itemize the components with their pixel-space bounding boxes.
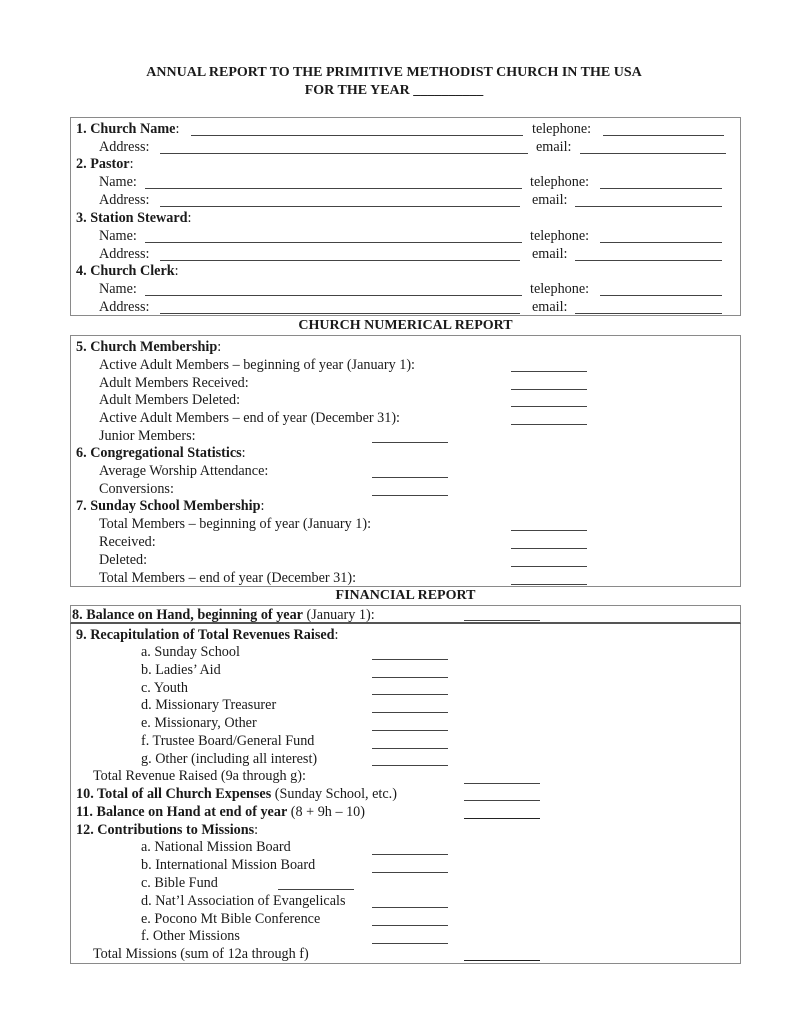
junior-members-field[interactable]: [372, 442, 448, 443]
numerical-report-heading: CHURCH NUMERICAL REPORT: [298, 318, 513, 333]
missions-other-field[interactable]: [372, 943, 448, 944]
membership-end-field[interactable]: [511, 424, 587, 425]
membership-heading: 5. Church Membership:: [76, 339, 222, 355]
steward-name-field[interactable]: [145, 242, 522, 243]
ss-received-field[interactable]: [511, 548, 587, 549]
sunday-school-item: Total Members – end of year (December 31):: [99, 570, 357, 586]
steward-name-label: Name:: [99, 228, 137, 244]
membership-item: Adult Members Received:: [99, 375, 249, 391]
church-name-field[interactable]: [191, 135, 523, 136]
church-name-label: 1. Church Name: [76, 121, 176, 137]
revenue-item: f. Trustee Board/General Fund: [141, 733, 315, 749]
clerk-telephone-field[interactable]: [600, 295, 722, 296]
missions-total-field[interactable]: [464, 960, 540, 961]
revenue-item: b. Ladies’ Aid: [141, 662, 221, 678]
balance-begin-row: 8. Balance on Hand, beginning of year (January 1):: [72, 607, 375, 623]
financial-report-heading: FINANCIAL REPORT: [335, 588, 476, 603]
missions-item: f. Other Missions: [141, 928, 240, 944]
missions-item: c. Bible Fund: [141, 875, 218, 891]
steward-telephone-label: telephone:: [530, 228, 590, 244]
congregational-item: Conversions:: [99, 481, 174, 497]
pastor-telephone-label: telephone:: [530, 174, 590, 190]
pastor-name-field[interactable]: [145, 188, 522, 189]
revenue-other-field[interactable]: [372, 765, 448, 766]
balance-end-field[interactable]: [464, 818, 540, 819]
revenue-youth-field[interactable]: [372, 694, 448, 695]
clerk-telephone-label: telephone:: [530, 281, 590, 297]
revenue-item: a. Sunday School: [141, 644, 240, 660]
church-telephone-field[interactable]: [603, 135, 724, 136]
revenue-total-label: Total Revenue Raised (9a through g):: [93, 768, 306, 784]
revenue-item: g. Other (including all interest): [141, 751, 318, 767]
clerk-email-field[interactable]: [575, 313, 722, 314]
balance-begin-field[interactable]: [464, 620, 540, 621]
membership-received-field[interactable]: [511, 389, 587, 390]
revenues-heading: 9. Recapitulation of Total Revenues Raised:: [76, 627, 339, 643]
sunday-school-item: Received:: [99, 534, 156, 550]
missions-bible-fund-field[interactable]: [278, 889, 354, 890]
revenue-missionary-treasurer-field[interactable]: [372, 712, 448, 713]
revenue-total-field[interactable]: [464, 783, 540, 784]
pastor-name-label: Name:: [99, 174, 137, 190]
pastor-address-label: Address:: [99, 192, 150, 208]
steward-address-label: Address:: [99, 246, 150, 262]
expenses-field[interactable]: [464, 800, 540, 801]
church-telephone-label: telephone:: [532, 121, 592, 137]
revenue-item: d. Missionary Treasurer: [141, 697, 277, 713]
missions-item: b. International Mission Board: [141, 857, 316, 873]
pastor-address-field[interactable]: [160, 206, 520, 207]
congregational-heading: 6. Congregational Statistics:: [76, 445, 246, 461]
sunday-school-item: Total Members – beginning of year (January 1):: [99, 516, 372, 532]
missions-total-label: Total Missions (sum of 12a through f): [93, 946, 309, 962]
missions-item: d. Nat’l Association of Evangelicals: [141, 893, 346, 909]
revenue-item: c. Youth: [141, 680, 188, 696]
membership-item: Active Adult Members – end of year (December 31):: [99, 410, 400, 426]
pastor-email-field[interactable]: [575, 206, 722, 207]
pastor-telephone-field[interactable]: [600, 188, 722, 189]
clerk-address-field[interactable]: [160, 313, 520, 314]
revenue-missionary-other-field[interactable]: [372, 730, 448, 731]
membership-item: Active Adult Members – beginning of year (January 1):: [99, 357, 415, 373]
church-email-label: email:: [536, 139, 572, 155]
report-year-line: FOR THE YEAR __________: [304, 83, 484, 98]
report-title: ANNUAL REPORT TO THE PRIMITIVE METHODIST CHURCH IN THE USA: [146, 65, 642, 80]
missions-pocono-field[interactable]: [372, 925, 448, 926]
sunday-school-heading: 7. Sunday School Membership:: [76, 498, 265, 514]
church-address-label: Address:: [99, 139, 150, 155]
clerk-name-field[interactable]: [145, 295, 522, 296]
missions-international-field[interactable]: [372, 872, 448, 873]
missions-nae-field[interactable]: [372, 907, 448, 908]
church-clerk-heading: 4. Church Clerk:: [76, 263, 179, 279]
steward-telephone-field[interactable]: [600, 242, 722, 243]
conversions-field[interactable]: [372, 495, 448, 496]
pastor-email-label: email:: [532, 192, 568, 208]
ss-end-field[interactable]: [511, 584, 587, 585]
church-email-field[interactable]: [580, 153, 726, 154]
membership-deleted-field[interactable]: [511, 406, 587, 407]
congregational-item: Average Worship Attendance:: [99, 463, 269, 479]
steward-email-label: email:: [532, 246, 568, 262]
steward-address-field[interactable]: [160, 260, 520, 261]
membership-begin-field[interactable]: [511, 371, 587, 372]
revenue-sunday-school-field[interactable]: [372, 659, 448, 660]
expenses-row: 10. Total of all Church Expenses (Sunday School, etc.): [76, 786, 397, 802]
missions-national-field[interactable]: [372, 854, 448, 855]
balance-end-row: 11. Balance on Hand at end of year (8 + 9h – 10): [76, 804, 365, 820]
sunday-school-item: Deleted:: [99, 552, 148, 568]
church-name-row: 1. Church Name:: [76, 121, 180, 137]
missions-heading: 12. Contributions to Missions:: [76, 822, 259, 838]
clerk-email-label: email:: [532, 299, 568, 315]
steward-email-field[interactable]: [575, 260, 722, 261]
pastor-heading: 2. Pastor:: [76, 156, 134, 172]
revenue-item: e. Missionary, Other: [141, 715, 257, 731]
station-steward-heading: 3. Station Steward:: [76, 210, 192, 226]
membership-item: Junior Members:: [99, 428, 196, 444]
clerk-name-label: Name:: [99, 281, 137, 297]
missions-item: e. Pocono Mt Bible Conference: [141, 911, 321, 927]
missions-item: a. National Mission Board: [141, 839, 291, 855]
ss-deleted-field[interactable]: [511, 566, 587, 567]
membership-item: Adult Members Deleted:: [99, 392, 241, 408]
revenue-trustee-board-field[interactable]: [372, 748, 448, 749]
clerk-address-label: Address:: [99, 299, 150, 315]
worship-attendance-field[interactable]: [372, 477, 448, 478]
ss-begin-field[interactable]: [511, 530, 587, 531]
church-address-field[interactable]: [160, 153, 528, 154]
revenue-ladies-aid-field[interactable]: [372, 677, 448, 678]
